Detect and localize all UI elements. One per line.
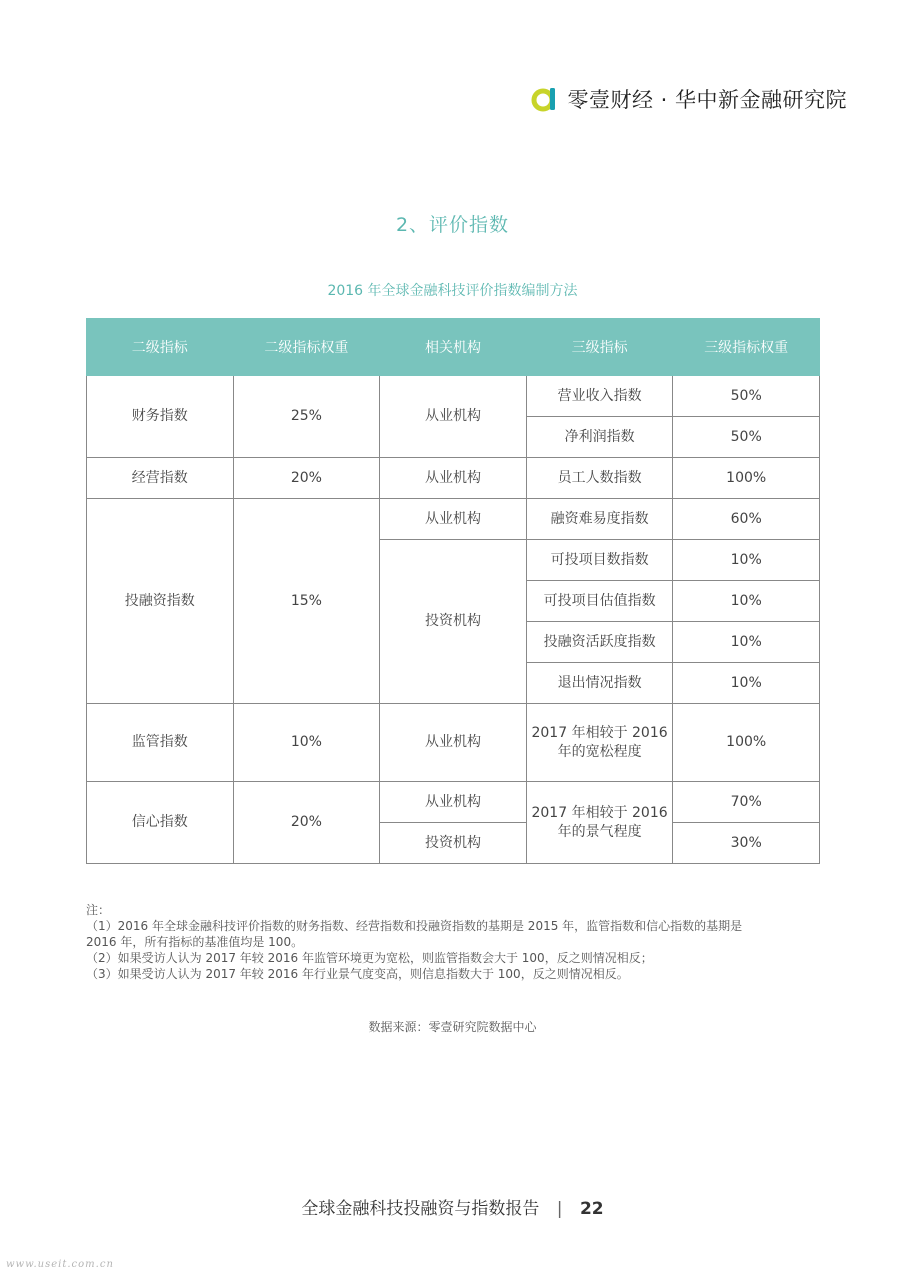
level2-name-cell: 信心指数 [87, 782, 234, 864]
page-footer [0, 1194, 905, 1219]
level3-weight-cell: 60% [673, 499, 820, 540]
level2-name-cell: 投融资指数 [87, 499, 234, 704]
notes-label: 注： [86, 903, 111, 917]
page-number: 22 [579, 1199, 604, 1219]
level3-name-cell: 投融资活跃度指数 [526, 622, 673, 663]
level3-weight-cell: 100% [673, 704, 820, 782]
org-cell: 从业机构 [380, 376, 527, 458]
table-row [87, 376, 820, 417]
level3-weight-cell: 10% [673, 540, 820, 581]
table-header-row [87, 319, 820, 376]
table-notes [86, 902, 826, 982]
header-cell: 三级指标权重 [673, 319, 820, 376]
table-row [87, 704, 820, 782]
level3-weight-cell: 10% [673, 581, 820, 622]
level2-name-cell: 监管指数 [87, 704, 234, 782]
level2-name-cell: 经营指数 [87, 458, 234, 499]
level2-weight-cell: 15% [233, 499, 380, 704]
level3-weight-cell: 50% [673, 376, 820, 417]
level2-weight-cell: 20% [233, 458, 380, 499]
level2-weight-cell: 25% [233, 376, 380, 458]
index-method-table [86, 318, 820, 864]
level3-weight-cell: 10% [673, 622, 820, 663]
level2-weight-cell: 20% [233, 782, 380, 864]
level2-weight-cell: 10% [233, 704, 380, 782]
org-cell: 从业机构 [380, 704, 527, 782]
level3-weight-cell: 50% [673, 417, 820, 458]
org-cell: 投资机构 [380, 540, 527, 704]
report-header [531, 84, 847, 114]
note-1-cont: 2016 年，所有指标的基准值均是 100。 [86, 935, 304, 949]
level3-weight-cell: 100% [673, 458, 820, 499]
level3-name-cell: 融资难易度指数 [526, 499, 673, 540]
note-3: （3）如果受访人认为 2017 年较 2016 年行业景气度变高，则信息指数大于 100，反之则情况相反。 [86, 967, 629, 981]
level3-name-cell: 净利润指数 [526, 417, 673, 458]
org-cell: 从业机构 [380, 782, 527, 823]
header-cell: 三级指标 [526, 319, 673, 376]
level3-weight-cell: 10% [673, 663, 820, 704]
level3-weight-cell: 30% [673, 823, 820, 864]
level3-name-cell: 营业收入指数 [526, 376, 673, 417]
table-row [87, 782, 820, 823]
brand-name: 零壹财经 · 华中新金融研究院 [567, 88, 847, 112]
header-cell: 二级指标权重 [233, 319, 380, 376]
note-1: （1）2016 年全球金融科技评价指数的财务指数、经营指数和投融资指数的基期是 2015 年，监管指数和信心指数的基期是 [86, 919, 743, 933]
level3-name-cell: 可投项目数指数 [526, 540, 673, 581]
level3-name-cell: 可投项目估值指数 [526, 581, 673, 622]
org-cell: 投资机构 [380, 823, 527, 864]
level3-name-cell: 2017 年相较于 2016 年的景气程度 [526, 782, 673, 864]
footer-report-title: 全球金融科技投融资与指数报告 [301, 1199, 540, 1219]
watermark: www.useit.com.cn [6, 1259, 114, 1270]
level3-weight-cell: 70% [673, 782, 820, 823]
footer-separator: | [556, 1199, 563, 1219]
section-title: 2、评价指数 [395, 214, 510, 236]
table-row [87, 458, 820, 499]
header-cell: 相关机构 [380, 319, 527, 376]
table-title: 2016 年全球金融科技评价指数编制方法 [327, 283, 578, 299]
level2-name-cell: 财务指数 [87, 376, 234, 458]
level3-name-cell: 员工人数指数 [526, 458, 673, 499]
level3-name-cell: 2017 年相较于 2016 年的宽松程度 [526, 704, 673, 782]
table-row [87, 499, 820, 540]
header-cell: 二级指标 [87, 319, 234, 376]
org-cell: 从业机构 [380, 458, 527, 499]
org-cell: 从业机构 [380, 499, 527, 540]
data-source: 数据来源：零壹研究院数据中心 [368, 1020, 537, 1034]
level3-name-cell: 退出情况指数 [526, 663, 673, 704]
note-2: （2）如果受访人认为 2017 年较 2016 年监管环境更为宽松，则监管指数会大于 100，反之则情况相反； [86, 951, 653, 965]
brand-logo-icon [531, 85, 559, 113]
